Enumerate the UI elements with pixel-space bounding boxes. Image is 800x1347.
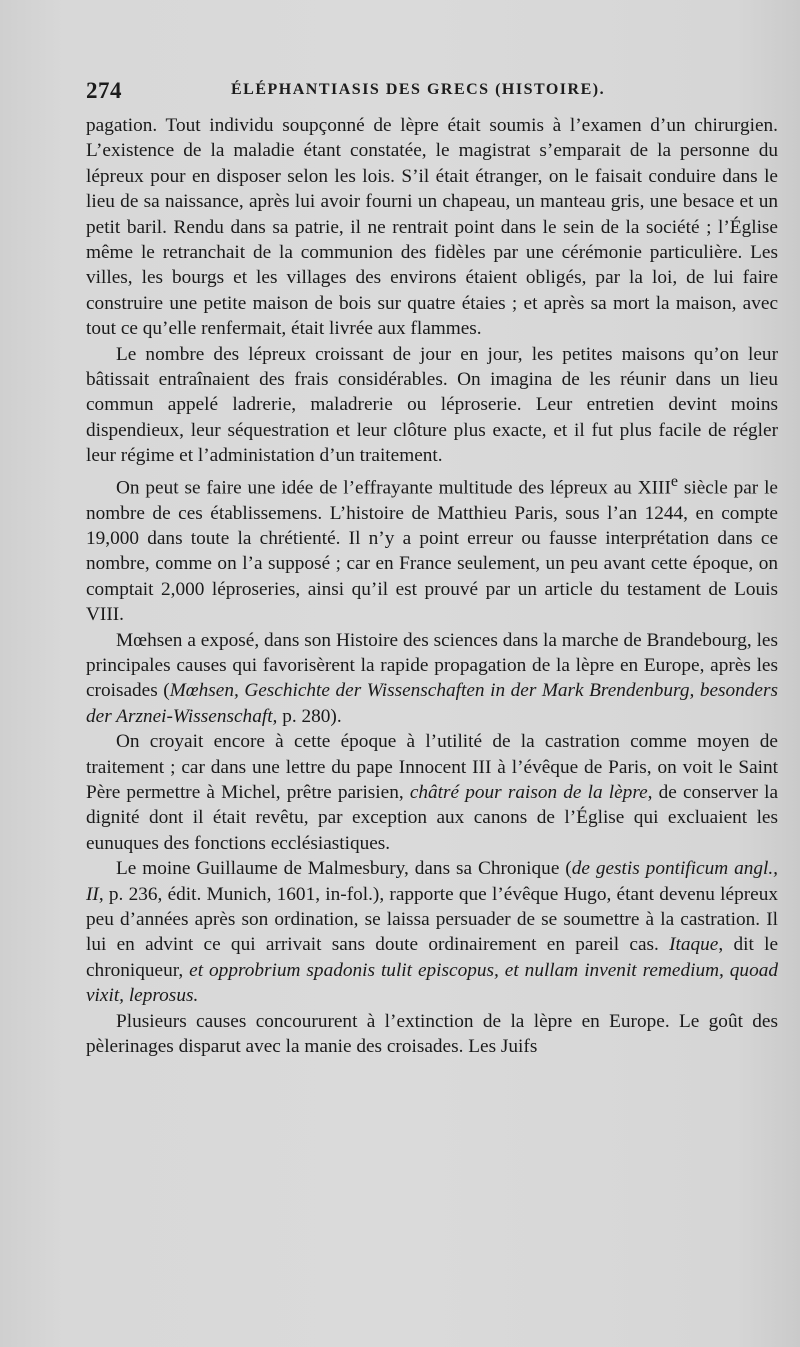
paragraph-text: pagation. Tout individu soupçonné de lèpre était soumis à l’examen d’un chirurgien. L’existence de la maladie étant constatée, le magistrat s’emparait de la personne du lépreux pour en disposer selon les lois. S’il était étranger, on le faisait conduire dans le lieu de sa naissance, après lui avoir fourni un chapeau, un manteau gris, une besace et un petit baril. Rendu dans sa patrie, il ne rentrait point dans le sein de la société ; l’Église même le retranchait de la communion des fidèles par une cérémonie particulière. Les villes, les bourgs et les villages des environs étaient obligés, par la loi, de lui faire construire une petite maison de bois sur quatre étaies ; et après sa mort la maison, avec tout ce qu’elle renfermait, était livrée aux flammes. — [86, 115, 778, 340]
paragraph-text: siècle par le nombre de ces établissemens. L’histoire de Matthieu Paris, sous l’an 1244, en compte 19,000 dans toute la chrétienté. Il n’y a point erreur ou fausse interprétation dans ce nombre, comme on l’a supposé ; car en France seulement, un peu avant cette époque, on comptait 2,000 léproseries, ainsi qu’il est prouvé par un article du testament de Louis VIII. — [86, 477, 778, 626]
latin-quote: et opprobrium spadonis tulit episcopus, et nullam invenit remedium, quoad vixit, leprosus. — [86, 959, 778, 1007]
paragraph-moehsen — [86, 628, 778, 730]
paragraph-text: On peut se faire une idée de l’effrayante multitude des lépreux au — [116, 477, 638, 499]
paragraph-continuation — [86, 113, 778, 342]
citation-title: de gestis pontificum angl., II — [86, 858, 778, 905]
page-header — [86, 78, 786, 106]
paragraph-text: On croyait encore à cette époque à l’utilité de la castration comme moyen de traitement ; car dans une lettre du pape Innocent III à l’évêque de Paris, on voit le Saint Père permettre à Michel, prêtre parisien, — [86, 731, 778, 803]
paragraph-text: Le moine Guillaume de Malmesbury, dans sa Chronique ( — [116, 858, 572, 880]
paragraph-text: , de conserver la dignité dont il était revêtu, par exception aux canons de l’Église qui excluaient les eunuques des fonctions ecclésiastiques. — [86, 781, 778, 854]
paragraph-text: , p. 236, édit. Munich, 1601, in-fol.), rapporte que l’évêque Hugo, étant devenu lépreux peu d’années après son ordination, se laissa persuader de se soumettre à la castration. Il lui en advint ce qui arrivait sans doute ordinairement en pareil cas. — [86, 883, 778, 956]
century-numeral: XIII — [637, 477, 671, 499]
italic-quote: châtré pour raison de la lèpre — [409, 781, 648, 803]
paragraph-leproseries — [86, 342, 778, 469]
body-text — [86, 113, 778, 1059]
paragraph-castration — [86, 729, 778, 856]
paragraph-text: Mœhsen a exposé, dans son Histoire des sciences dans la marche de Brandebourg, les principales causes qui favorisèrent la rapide propagation de la lèpre en Europe, après les croisades ( — [86, 629, 778, 702]
paragraph-multitude — [86, 469, 778, 628]
paragraph-text: p. 280). — [277, 705, 342, 727]
paragraph-extinction — [86, 1009, 778, 1060]
paragraph-malmesbury — [86, 856, 778, 1008]
citation-title: Mœhsen, Geschichte der Wissenschaften in der Mark Brendenburg, besonders der Arznei-Wissenschaft, — [86, 680, 779, 727]
page-number: 274 — [86, 78, 122, 103]
paragraph-text: , dit le chroniqueur, — [86, 934, 779, 981]
paragraph-text: Plusieurs causes concoururent à l’extinction de la lèpre en Europe. Le goût des pèlerinages disparut avec la manie des croisades. Les Juifs — [86, 1010, 778, 1058]
ordinal-suffix: e — [670, 472, 679, 490]
latin-word: Itaque — [669, 934, 719, 956]
running-head: ÉLÉPHANTIASIS DES GRECS (HISTOIRE). — [231, 81, 606, 98]
paragraph-text: Le nombre des lépreux croissant de jour en jour, les petites maisons qu’on leur bâtissait entraînaient des frais considérables. On imagina de les réunir dans un lieu commun appelé ladrerie, maladrerie ou léproserie. Leur entretien devint moins dispendieux, leur séquestration et leur clôture plus exacte, et il fut plus facile de régler leur régime et l’administation d’un traitement. — [86, 343, 778, 467]
